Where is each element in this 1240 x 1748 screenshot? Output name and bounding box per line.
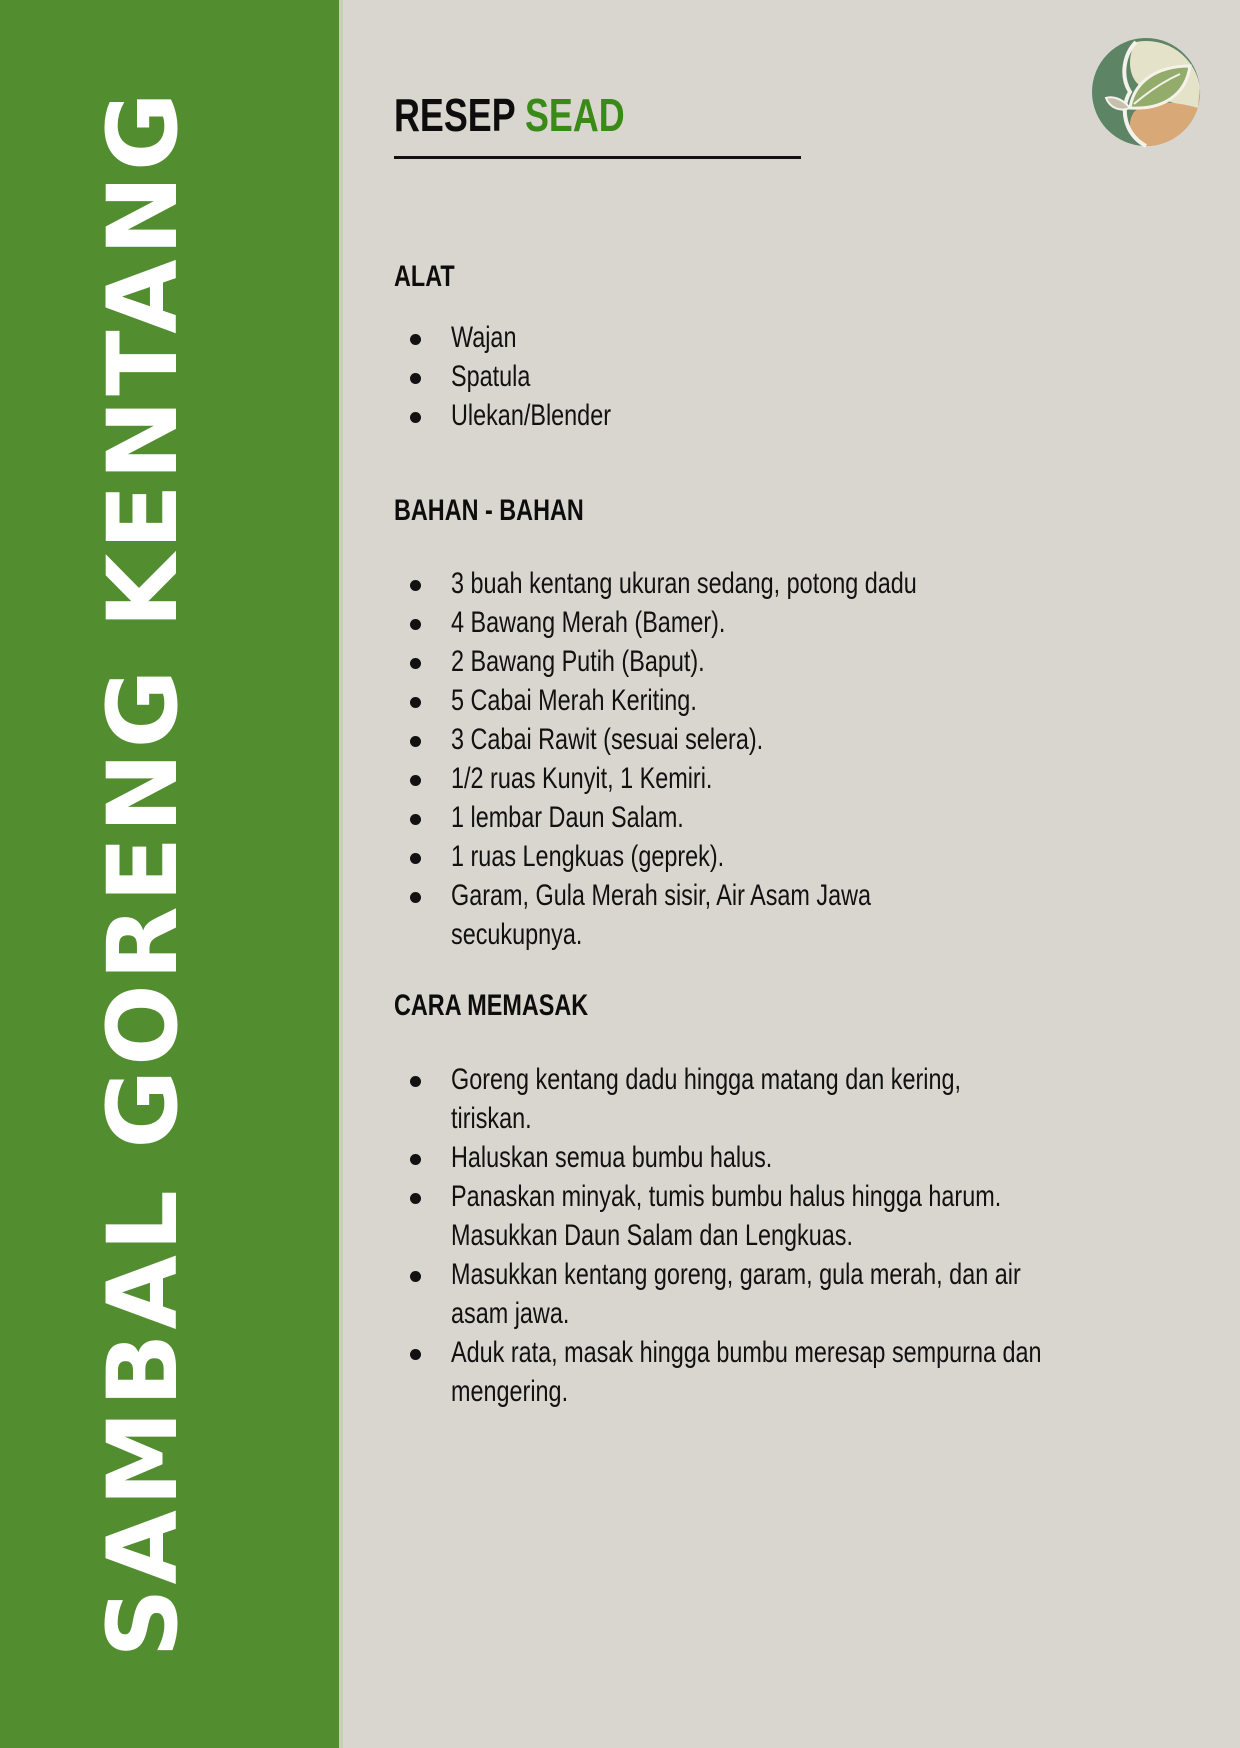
brand-heading (394, 89, 625, 141)
bullet-icon (410, 1271, 421, 1282)
list-item-line: 5 Cabai Merah Keriting. (451, 684, 697, 717)
bullet-icon (410, 697, 421, 708)
list-item-line: 3 Cabai Rawit (sesuai selera). (451, 723, 764, 756)
leaf-circle-logo-icon (1090, 36, 1202, 148)
bullet-icon (410, 1193, 421, 1204)
list-item-line: 3 buah kentang ukuran sedang, potong dadu (451, 567, 917, 600)
list-item: Ulekan/Blender (394, 396, 1154, 435)
list-item (394, 1060, 1154, 1138)
bullet-icon (410, 580, 421, 591)
bullet-icon (410, 775, 421, 786)
bullet-icon (410, 1349, 421, 1360)
list-item-line: Goreng kentang dadu hingga matang dan kering, (451, 1063, 961, 1096)
recipe-title: SAMBAL GORENG KENTANG (87, 88, 199, 1658)
list-item-line: Panaskan minyak, tumis bumbu halus hingga harum. (451, 1180, 1002, 1213)
list-item: Spatula (394, 357, 1154, 396)
bullet-icon (410, 373, 421, 384)
list-item-line: 1/2 ruas Kunyit, 1 Kemiri. (451, 762, 713, 795)
bullet-icon (410, 1154, 421, 1165)
bullet-icon (410, 892, 421, 903)
list-item-line: Aduk rata, masak hingga bumbu meresap sempurna dan (451, 1336, 1042, 1369)
brand-part2: SEAD (524, 89, 625, 141)
list-item (394, 1138, 1154, 1177)
list-item (394, 798, 1154, 837)
list-item-line: tiriskan. (451, 1102, 532, 1135)
list-item-line: 1 ruas Lengkuas (geprek). (451, 840, 725, 873)
list-item-line: Masukkan Daun Salam dan Lengkuas. (451, 1219, 853, 1252)
bullet-icon (410, 814, 421, 825)
sidebar-panel (0, 0, 339, 1748)
bullet-icon (410, 1076, 421, 1087)
list-item-line: asam jawa. (451, 1297, 570, 1330)
list-item-line: 2 Bawang Putih (Baput). (451, 645, 705, 678)
list-item (394, 1333, 1154, 1411)
bullet-icon (410, 658, 421, 669)
list-item (394, 1177, 1154, 1255)
bullet-icon (410, 412, 421, 423)
list-item-line: Haluskan semua bumbu halus. (451, 1141, 773, 1174)
list-item-line: 1 lembar Daun Salam. (451, 801, 684, 834)
list-item (394, 837, 1154, 876)
list-item-line: Masukkan kentang goreng, garam, gula merah, dan air (451, 1258, 1021, 1291)
list-item: Wajan (394, 318, 1154, 357)
list-item-line: 4 Bawang Merah (Bamer). (451, 606, 726, 639)
list-item-line: Garam, Gula Merah sisir, Air Asam Jawa (451, 879, 872, 912)
list-item (394, 759, 1154, 798)
bullet-icon (410, 334, 421, 345)
list-item (394, 681, 1154, 720)
brand-part1: RESEP (394, 89, 515, 141)
list-item (394, 603, 1154, 642)
bullet-icon (410, 853, 421, 864)
tools-list (394, 318, 1154, 435)
sidebar-divider (339, 0, 343, 1748)
list-item (394, 720, 1154, 759)
tools-heading: ALAT (394, 260, 455, 293)
ingredients-heading: BAHAN - BAHAN (394, 494, 584, 527)
brand-underline (394, 156, 801, 159)
bullet-icon (410, 619, 421, 630)
steps-list (394, 1060, 1154, 1411)
list-item-line: secukupnya. (451, 918, 583, 951)
list-item (394, 642, 1154, 681)
list-item-line: mengering. (451, 1375, 569, 1408)
ingredients-list (394, 564, 1154, 954)
bullet-icon (410, 736, 421, 747)
steps-heading: CARA MEMASAK (394, 989, 589, 1022)
list-item (394, 1255, 1154, 1333)
list-item (394, 564, 1154, 603)
list-item (394, 876, 1154, 954)
